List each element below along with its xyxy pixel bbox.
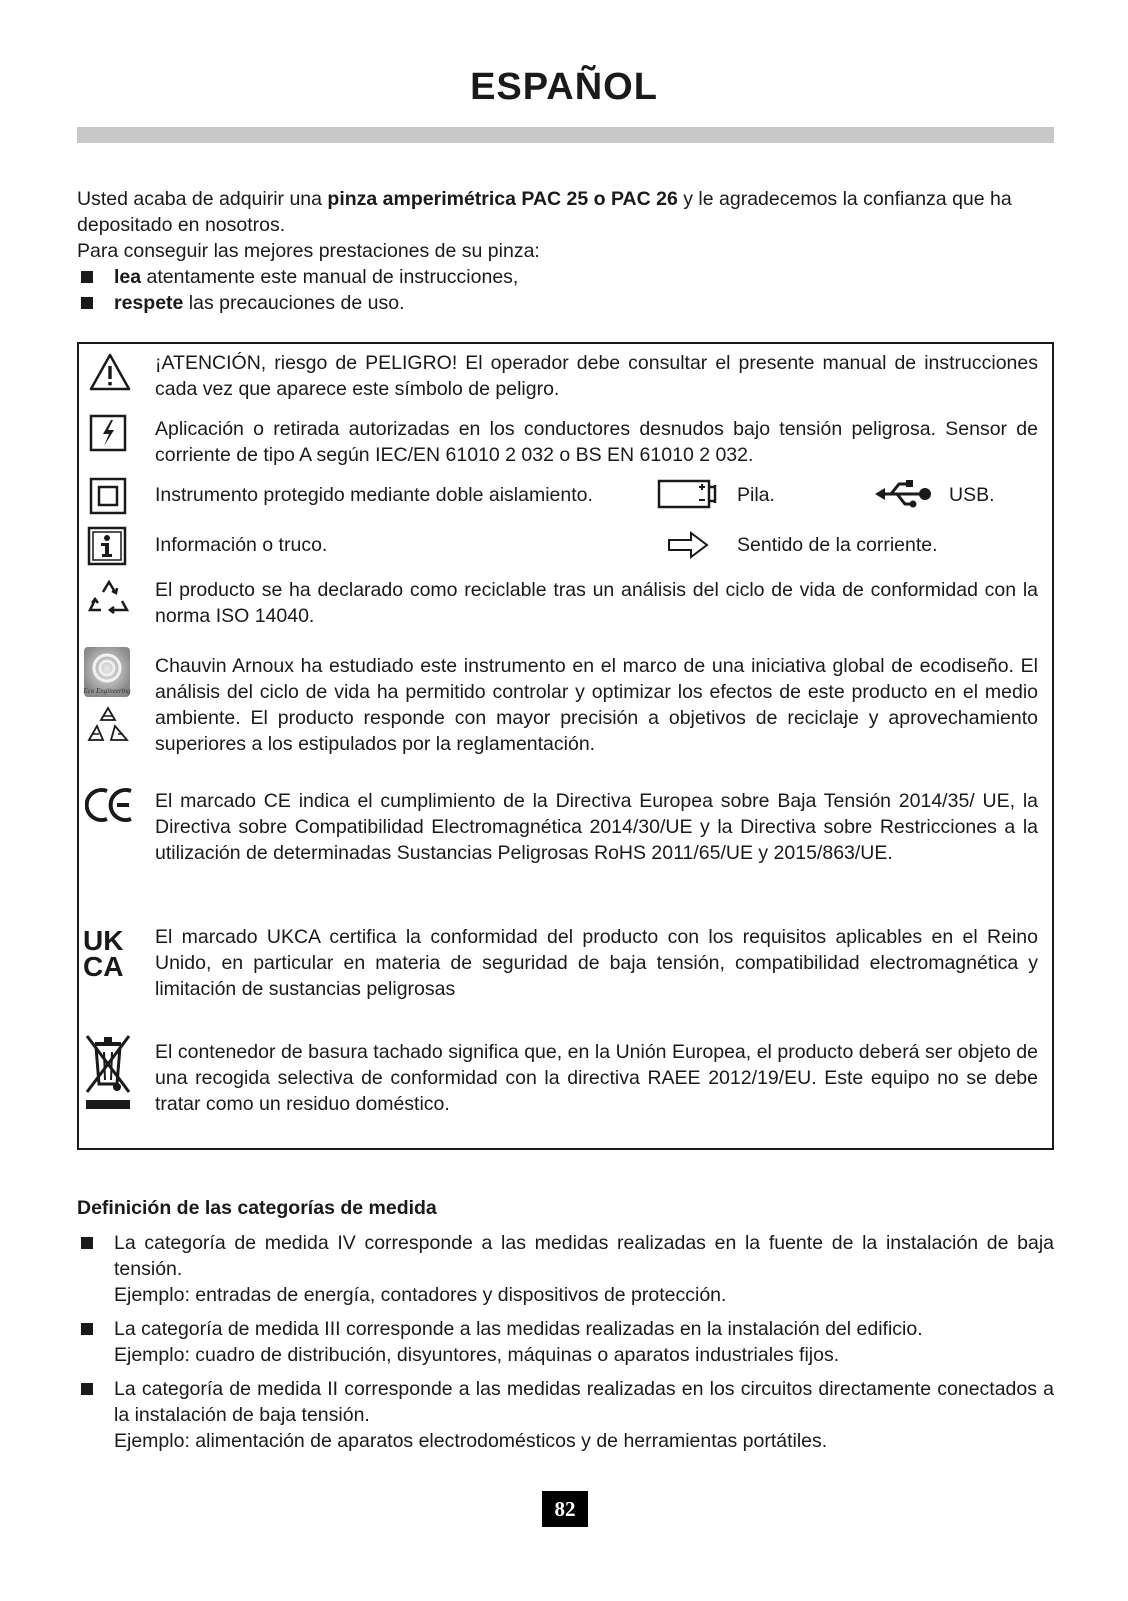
weee-text: El contenedor de basura tachado significa que, en la Unión Europea, el producto deberá ser objeto de una recogida selectiva de conformidad con la directiva RAEE 2012/19/EU. Este equipo no se debe tratar como un residuo doméstico.: [155, 1041, 1038, 1115]
ukca-mark-icon: UK CA: [83, 925, 124, 982]
list-item: La categoría de medida II corresponde a las medidas realizadas en los circuitos directamente conectados a la instalación de baja tensión. Ejemplo: alimentación de aparatos electrodomésticos y de herramientas portátiles.: [77, 1376, 1054, 1454]
recycle-icon: [87, 578, 131, 618]
current-direction-label: Sentido de la corriente.: [737, 534, 938, 556]
double-insulation-text: Instrumento protegido mediante doble aislamiento.: [155, 484, 593, 506]
recycling-loop-icon: [85, 704, 131, 748]
ce-text: El marcado CE indica el cumplimiento de la Directiva Europea sobre Baja Tensión 2014/35/ UE, la Directiva sobre Compatibilidad Electromagnética 2014/30/UE y la Directiva sobre Restricciones a la utilización de determinadas Sustancias Peligrosas RoHS 2011/65/UE y 2015/863/UE.: [155, 790, 1038, 864]
info-text: Información o truco.: [155, 534, 328, 556]
double-insulation-icon: [89, 477, 127, 515]
battery-label: Pila.: [737, 484, 775, 506]
list-item: La categoría de medida III corresponde a las medidas realizadas en la instalación del edificio. Ejemplo: cuadro de distribución, disyuntores, máquinas o aparatos industriales fijos.: [77, 1316, 1054, 1368]
square-bullet-icon: [81, 1237, 93, 1249]
recyclable-text: El producto se ha declarado como reciclable tras un análisis del ciclo de vida de conformidad con la norma ISO 14040.: [155, 579, 1038, 627]
ukca-text: El marcado UKCA certifica la conformidad del producto con los requisitos aplicables en el Reino Unido, en particular en materia de seguridad de baja tensión, compatibilidad electromagnética y limitación de sustancias peligrosas: [155, 926, 1038, 1000]
square-bullet-icon: [81, 271, 93, 283]
page-title: ESPAÑOL: [470, 66, 658, 108]
page-number: 82: [542, 1491, 588, 1527]
list-item: respete las precauciones de uso.: [77, 290, 1054, 316]
crossed-bin-icon: [83, 1032, 135, 1112]
ce-mark-icon: [85, 787, 135, 823]
danger-text: ¡ATENCIÓN, riesgo de PELIGRO! El operador debe consultar el presente manual de instrucciones cada vez que aparece este símbolo de peligro.: [155, 352, 1038, 400]
square-bullet-icon: [81, 1383, 93, 1395]
live-conductor-icon: [89, 414, 127, 452]
intro-paragraph: Usted acaba de adquirir una pinza amperimétrica PAC 25 o PAC 26 y le agradecemos la confianza que ha depositado en nosotros.: [77, 188, 1012, 236]
warning-triangle-icon: [88, 352, 132, 392]
square-bullet-icon: [81, 1323, 93, 1335]
symbols-box: [77, 342, 1054, 1150]
usb-label: USB.: [949, 484, 995, 506]
intro-section: [77, 186, 1054, 316]
info-icon: [87, 526, 127, 566]
usb-icon: [873, 478, 933, 517]
eco-logo-text: Eco Engineering: [83, 687, 131, 695]
eco-design-logo-icon: [83, 646, 131, 698]
list-item: lea atentamente este manual de instrucciones,: [77, 264, 1054, 290]
live-conductor-text: Aplicación o retirada autorizadas en los conductores desnudos bajo tensión peligrosa. Sensor de corriente de tipo A según IEC/EN 61010 2 032 o BS EN 61010 2 032.: [155, 418, 1038, 466]
battery-icon: [657, 478, 719, 517]
arrow-right-icon: [667, 530, 709, 567]
square-bullet-icon: [81, 297, 93, 309]
section-title: Definición de las categorías de medida: [77, 1197, 437, 1219]
product-name: pinza amperimétrica PAC 25 o PAC 26: [327, 188, 678, 210]
title-divider: [77, 127, 1054, 143]
ecodesign-text: Chauvin Arnoux ha estudiado este instrumento en el marco de una iniciativa global de ecodiseño. El análisis del ciclo de vida ha permitido controlar y optimizar los efectos de este producto en el medio ambiente. El producto responde con mayor precisión a objetivos de reciclaje y aprovechamiento superiores a los estipulados por la reglamentación.: [155, 655, 1038, 755]
categories-list: [77, 1230, 1054, 1462]
list-item: La categoría de medida IV corresponde a las medidas realizadas en la fuente de la instalación de baja tensión. Ejemplo: entradas de energía, contadores y dispositivos de protección.: [77, 1230, 1054, 1308]
intro-paragraph-2: Para conseguir las mejores prestaciones de su pinza:: [77, 240, 540, 262]
